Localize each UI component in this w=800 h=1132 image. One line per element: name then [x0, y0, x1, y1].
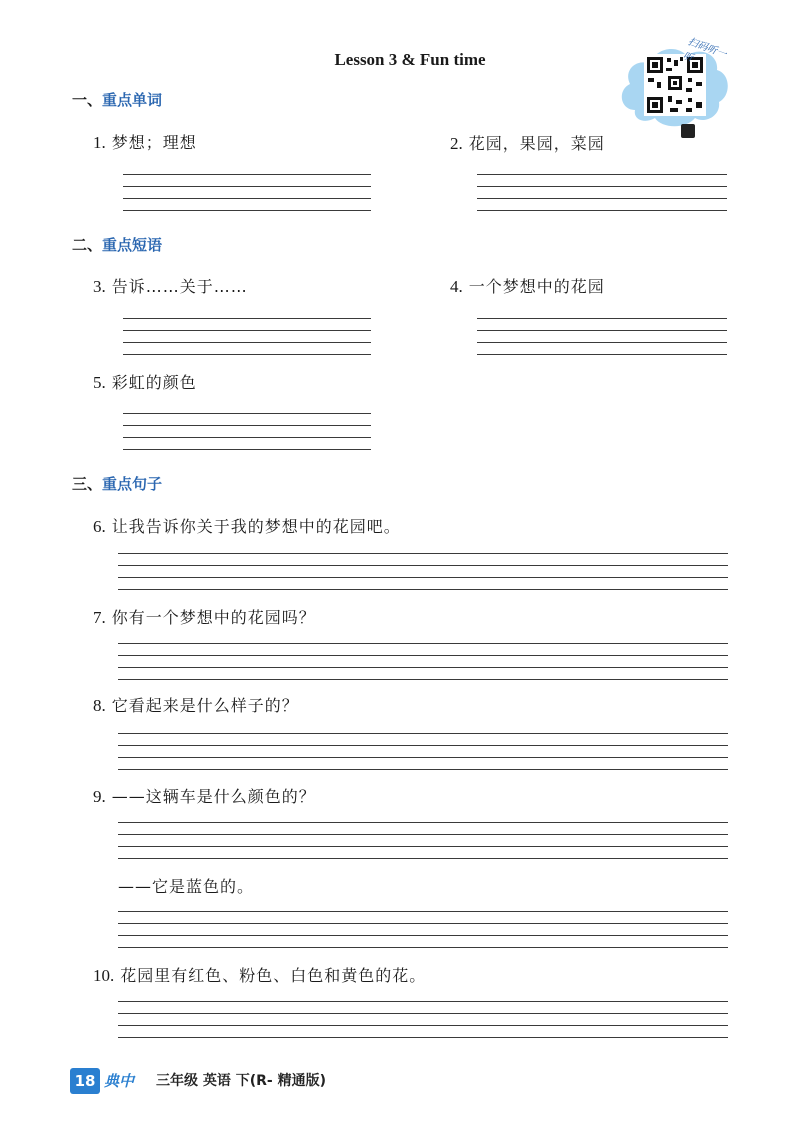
question-number: 10.	[93, 966, 115, 985]
question-text: ——这辆车是什么颜色的？	[111, 787, 316, 806]
answer-lines-9b[interactable]	[118, 911, 728, 949]
section-label: 重点单词	[102, 91, 163, 109]
question-text: 它看起来是什么样子的？	[111, 696, 299, 715]
question-number: 4.	[450, 277, 463, 296]
question-5	[93, 370, 197, 393]
answer-lines-6[interactable]	[118, 553, 728, 591]
question-text: 梦想；理想	[111, 133, 197, 152]
answer-lines-3[interactable]	[123, 318, 371, 356]
answer-lines-5[interactable]	[123, 413, 371, 451]
question-text: 让我告诉你关于我的梦想中的花园吧。	[111, 517, 401, 536]
answer-lines-8[interactable]	[118, 733, 728, 771]
question-number: 8.	[93, 696, 106, 715]
answer-lines-1[interactable]	[123, 174, 371, 212]
question-4	[450, 274, 605, 297]
answer-lines-7[interactable]	[118, 643, 728, 681]
page-title: Lesson 3 & Fun time	[334, 50, 486, 69]
section-heading-words	[72, 89, 162, 110]
section-number: 三、	[72, 475, 103, 493]
question-number: 2.	[450, 134, 463, 153]
question-text: 花园，果园，菜园	[468, 134, 605, 153]
question-2	[450, 131, 605, 154]
footer-book-title: 三年级 英语 下(R- 精通版)	[156, 1073, 327, 1089]
question-10	[93, 963, 426, 986]
answer-lines-2[interactable]	[477, 174, 727, 212]
question-number: 5.	[93, 373, 106, 392]
question-number: 7.	[93, 608, 106, 627]
question-number: 3.	[93, 277, 106, 296]
section-heading-phrases	[72, 234, 162, 255]
question-text: 彩虹的颜色	[111, 373, 197, 392]
brand-logo: 典中	[104, 1072, 135, 1090]
question-text: 告诉……关于……	[111, 277, 248, 296]
question-text: 你有一个梦想中的花园吗？	[111, 608, 316, 627]
question-number: 6.	[93, 517, 106, 536]
question-8	[93, 693, 299, 716]
page-number: 18	[70, 1068, 100, 1094]
question-text: 花园里有红色、粉色、白色和黄色的花。	[120, 966, 427, 985]
question-3	[93, 274, 248, 297]
question-7	[93, 605, 316, 628]
section-heading-sentences	[72, 473, 162, 494]
question-1	[93, 130, 197, 153]
question-number: 1.	[93, 133, 106, 152]
question-text: 一个梦想中的花园	[468, 277, 605, 296]
question-6	[93, 514, 401, 537]
qr-code-block[interactable]	[615, 32, 733, 140]
qr-label: 扫码听一听	[681, 36, 728, 65]
section-label: 重点短语	[102, 236, 163, 254]
answer-lines-9a[interactable]	[118, 822, 728, 860]
answer-lines-10[interactable]	[118, 1001, 728, 1039]
question-9-answer-prompt	[118, 874, 254, 897]
question-9	[93, 784, 316, 807]
answer-lines-4[interactable]	[477, 318, 727, 356]
question-text: ——它是蓝色的。	[118, 877, 255, 896]
section-label: 重点句子	[102, 475, 163, 493]
section-number: 一、	[72, 91, 103, 109]
question-number: 9.	[93, 787, 106, 806]
mascot-icon	[681, 124, 695, 138]
section-number: 二、	[72, 236, 103, 254]
